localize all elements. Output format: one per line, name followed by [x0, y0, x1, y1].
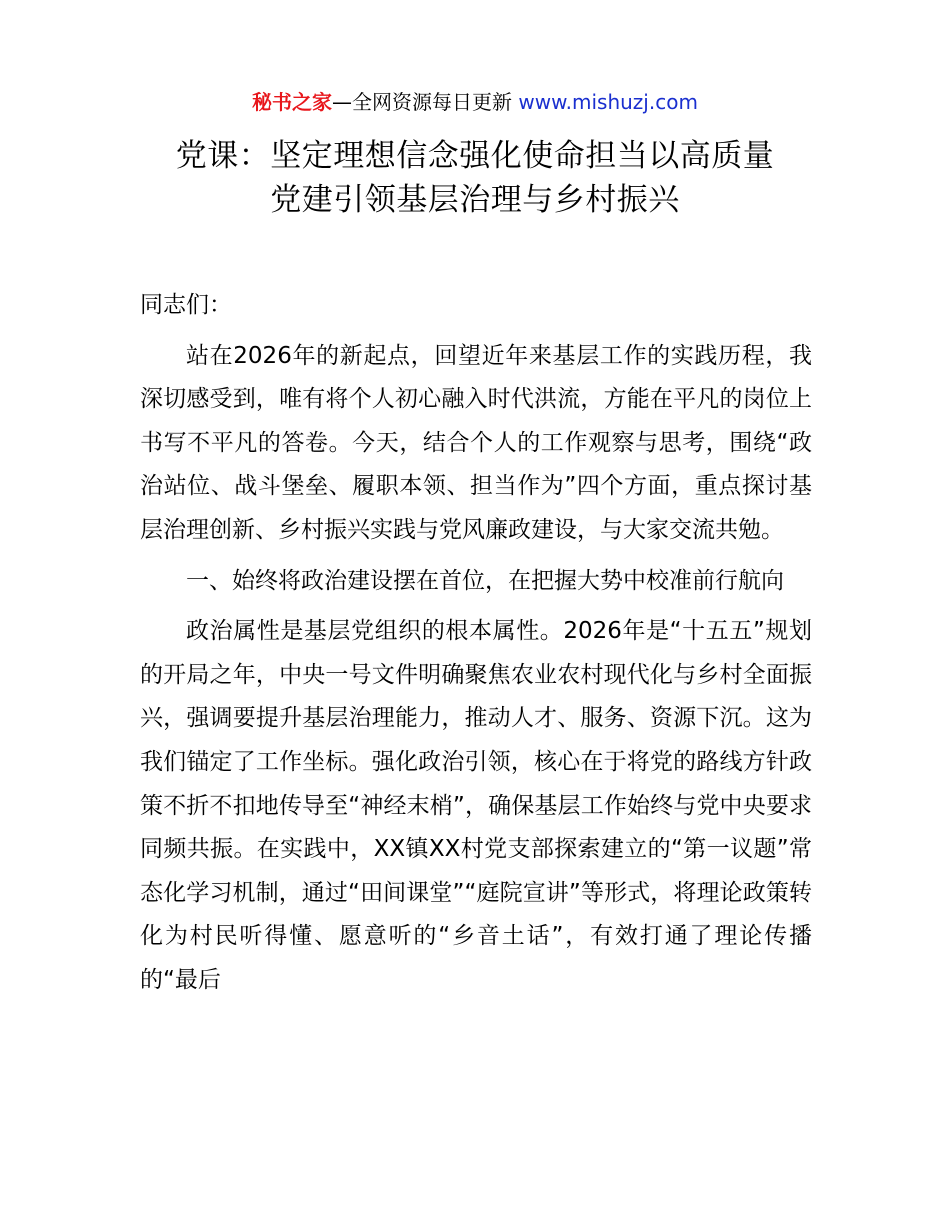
- paragraph-political-building: 政治属性是基层党组织的根本属性。2026年是“十五五”规划的开局之年，中央一号文件明确聚焦农业农村现代化与乡村全面振兴，强调要提升基层治理能力，推动人才、服务、资源下沉。这为我们锚定了工作坐标。强化政治引领，核心在于将党的路线方针政策不折不扣地传导至“神经末梢”，确保基层工作始终与党中央要求同频共振。在实践中，XX镇XX村党支部探索建立的“第一议题”常态化学习机制，通过“田间课堂”“庭院宣讲”等形式，将理论政策转化为村民听得懂、愿意听的“乡音土话”，有效打通了理论传播的“最后: [140, 618, 812, 993]
- brand-name: 秘书之家: [252, 90, 333, 114]
- title-line-1: 党课：坚定理想信念强化使命担当以高质量: [175, 138, 775, 174]
- site-header: [0, 88, 950, 116]
- title-line-2: 党建引领基层治理与乡村振兴: [270, 182, 680, 218]
- header-tagline: —全网资源每日更新: [332, 90, 519, 114]
- paragraph-intro: 站在2026年的新起点，回望近年来基层工作的实践历程，我深切感受到，唯有将个人初心融入时代洪流，方能在平凡的岗位上书写不平凡的答卷。今天，结合个人的工作观察与思考，围绕“政治站位、战斗堡垒、履职本领、担当作为”四个方面，重点探讨基层治理创新、乡村振兴实践与党风廉政建设，与大家交流共勉。: [140, 342, 812, 543]
- document-body: [140, 284, 812, 1010]
- site-url-link[interactable]: www.mishuzj.com: [518, 90, 698, 114]
- section-heading-1: 一、始终将政治建设摆在首位，在把握大势中校准前行航向: [186, 567, 784, 594]
- salutation: 同志们：: [140, 292, 232, 318]
- document-title: [120, 134, 830, 222]
